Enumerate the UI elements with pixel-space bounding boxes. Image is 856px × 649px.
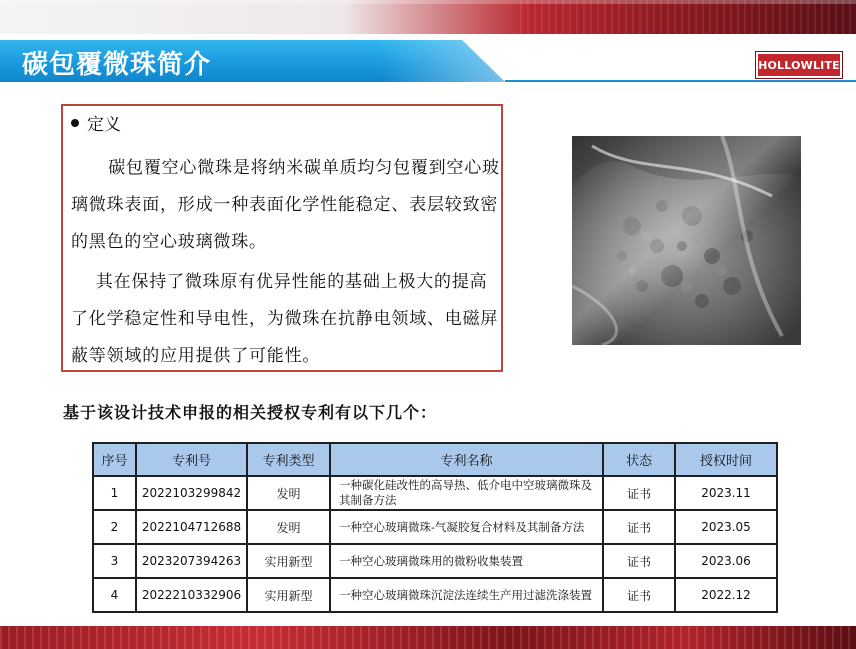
definition-paragraph-2: 其在保持了微珠原有优异性能的基础上极大的提高了化学稳定性和导电性，为微珠在抗静电领域、电磁屏蔽等领域的应用提供了可能性。 [71, 272, 499, 366]
cell-grant-date: 2022.12 [675, 578, 777, 612]
cell-patent-name: 一种空心玻璃微珠沉淀法连续生产用过滤洗涤装置 [330, 578, 603, 612]
cell-patent-number: 2022103299842 [136, 476, 247, 510]
table-row [93, 476, 777, 510]
header-patent-number: 专利号 [136, 443, 247, 476]
hollowlite-logo [756, 52, 842, 78]
definition-heading [71, 110, 121, 135]
header-patent-name: 专利名称 [330, 443, 603, 476]
cell-status: 证书 [603, 544, 675, 578]
top-decorative-band [0, 0, 856, 34]
bottom-band-hatch [0, 626, 856, 649]
cell-patent-type: 实用新型 [247, 544, 330, 578]
definition-paragraph-1: 碳包覆空心微珠是将纳米碳单质均匀包覆到空心玻璃微珠表面，形成一种表面化学性能稳定、表层较致密的黑色的空心玻璃微珠。 [71, 158, 500, 252]
title-underline [505, 80, 856, 82]
title-bar [0, 40, 505, 82]
cell-index: 2 [93, 510, 136, 544]
cell-status: 证书 [603, 510, 675, 544]
cell-grant-date: 2023.05 [675, 510, 777, 544]
cell-patent-number: 2022210332906 [136, 578, 247, 612]
patent-intro-text: 基于该设计技术申报的相关授权专利有以下几个： [63, 403, 438, 422]
cell-grant-date: 2023.11 [675, 476, 777, 510]
title-bar-highlight [380, 40, 505, 82]
definition-box [61, 104, 503, 372]
powder-bag-image [572, 136, 801, 345]
header-status: 状态 [603, 443, 675, 476]
cell-status: 证书 [603, 476, 675, 510]
cell-patent-number: 2022104712688 [136, 510, 247, 544]
cell-status: 证书 [603, 578, 675, 612]
carbon-microsphere-powder-photo [572, 136, 801, 345]
cell-patent-type: 发明 [247, 510, 330, 544]
bottom-decorative-band [0, 626, 856, 649]
table-row [93, 578, 777, 612]
cell-patent-number: 2023207394263 [136, 544, 247, 578]
top-band-shine [0, 0, 856, 4]
header-patent-type: 专利类型 [247, 443, 330, 476]
cell-patent-name: 一种空心玻璃微珠用的微粉收集装置 [330, 544, 603, 578]
cell-patent-name: 一种空心玻璃微珠-气凝胶复合材料及其制备方法 [330, 510, 603, 544]
logo-text: HOLLOWLITE [758, 58, 840, 72]
cell-index: 1 [93, 476, 136, 510]
cell-grant-date: 2023.06 [675, 544, 777, 578]
patent-table-header-row [93, 443, 777, 476]
bullet-icon [71, 119, 79, 127]
cell-index: 4 [93, 578, 136, 612]
table-row [93, 544, 777, 578]
cell-patent-type: 实用新型 [247, 578, 330, 612]
definition-heading-text: 定义 [87, 115, 121, 135]
header-index: 序号 [93, 443, 136, 476]
slide-title: 碳包覆微珠简介 [22, 50, 212, 80]
header-grant-date: 授权时间 [675, 443, 777, 476]
table-row [93, 510, 777, 544]
cell-index: 3 [93, 544, 136, 578]
cell-patent-name: 一种碳化硅改性的高导热、低介电中空玻璃微珠及其制备方法 [330, 476, 603, 510]
cell-patent-type: 发明 [247, 476, 330, 510]
patent-table [92, 442, 778, 613]
top-band-hatch [520, 0, 856, 34]
